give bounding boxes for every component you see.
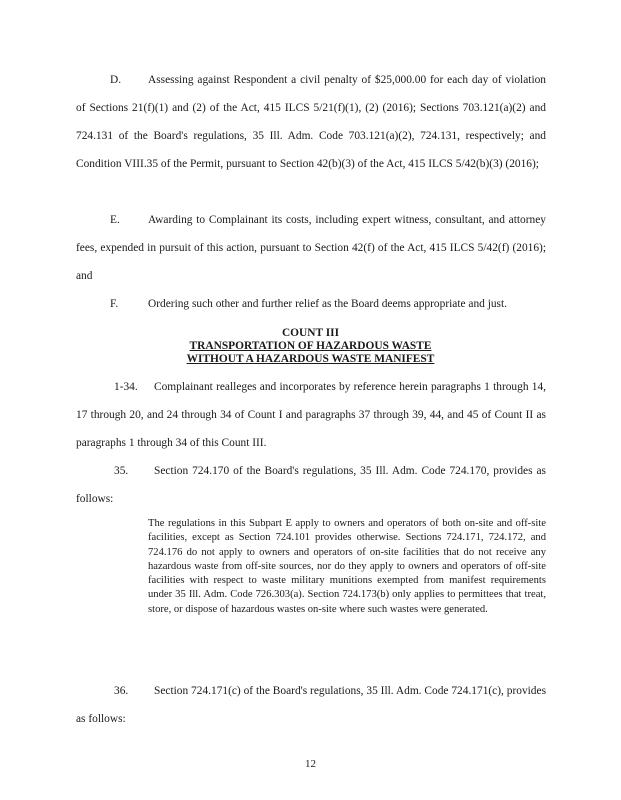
paragraph-1-34 [76, 373, 546, 457]
paragraph-1-34-text: Complainant realleges and incorporates by reference herein paragraphs 1 through 14, 17 through 20, and 24 through 34 of Count I and paragraphs 37 through 39, 44, and 45 of Count II as paragraphs 1 through 34 of this Count III. [76, 381, 546, 449]
paragraph-1-34-label: 1-34. [114, 381, 138, 393]
count-subtitle-line-1: TRANSPORTATION OF HAZARDOUS WASTE [189, 340, 432, 352]
block-quote-724-170: The regulations in this Subpart E apply to owners and operators of both on-site and off-site facilities, except as Section 724.101 provides otherwise. Sections 724.171, 724.172, and 724.176 do not apply to owners and operators of on-site facilities that do not receive any hazardous waste from off-site sources, nor do they apply to owners and operators of off-site facilities with respect to waste military munitions exempted from manifest requirements under 35 Ill. Adm. Code 726.303(a). Section 724.173(b) only applies to permittees that treat, store, or dispose of hazardous wastes on-site where such wastes were generated. [148, 518, 546, 615]
paragraph-d [76, 66, 546, 178]
paragraph-36-label: 36. [114, 685, 129, 697]
paragraph-35 [76, 457, 546, 513]
paragraph-e [76, 206, 546, 290]
paragraph-d-text: Assessing against Respondent a civil penalty of $25,000.00 for each day of violation of Sections 21(f)(1) and (2) of the Act, 415 ILCS 5/21(f)(1), (2) (2016); Sections 703.121(a)(2) and 724.131 of the Board's regulations, 35 Ill. Adm. Code 703.121(a)(2), 724.131, respectively; and Condition VIII.35 of the Permit, pursuant to Section 42(b)(3) of the Act, 415 ILCS 5/42(b)(3) (2016); [76, 74, 546, 170]
page-number: 12 [305, 758, 316, 770]
paragraph-35-label: 35. [114, 465, 129, 477]
paragraph-f-text: Ordering such other and further relief as the Board deems appropriate and just. [148, 298, 507, 310]
paragraph-f-label: F. [110, 298, 119, 310]
count-subtitle-line-2: WITHOUT A HAZARDOUS WASTE MANIFEST [186, 353, 435, 365]
paragraph-d-label: D. [110, 74, 122, 86]
paragraph-36-text: Section 724.171(c) of the Board's regulations, 35 Ill. Adm. Code 724.171(c), provides as follows: [76, 685, 546, 725]
paragraph-e-label: E. [110, 214, 120, 226]
count-title: COUNT III [281, 327, 340, 339]
paragraph-f [76, 290, 546, 318]
paragraph-e-text: Awarding to Complainant its costs, including expert witness, consultant, and attorney fees, expended in pursuit of this action, pursuant to Section 42(f) of the Act, 415 ILCS 5/42(f) (2016); and [76, 214, 546, 282]
paragraph-36 [76, 677, 546, 733]
paragraph-35-text: Section 724.170 of the Board's regulations, 35 Ill. Adm. Code 724.170, provides as follows: [76, 465, 546, 505]
